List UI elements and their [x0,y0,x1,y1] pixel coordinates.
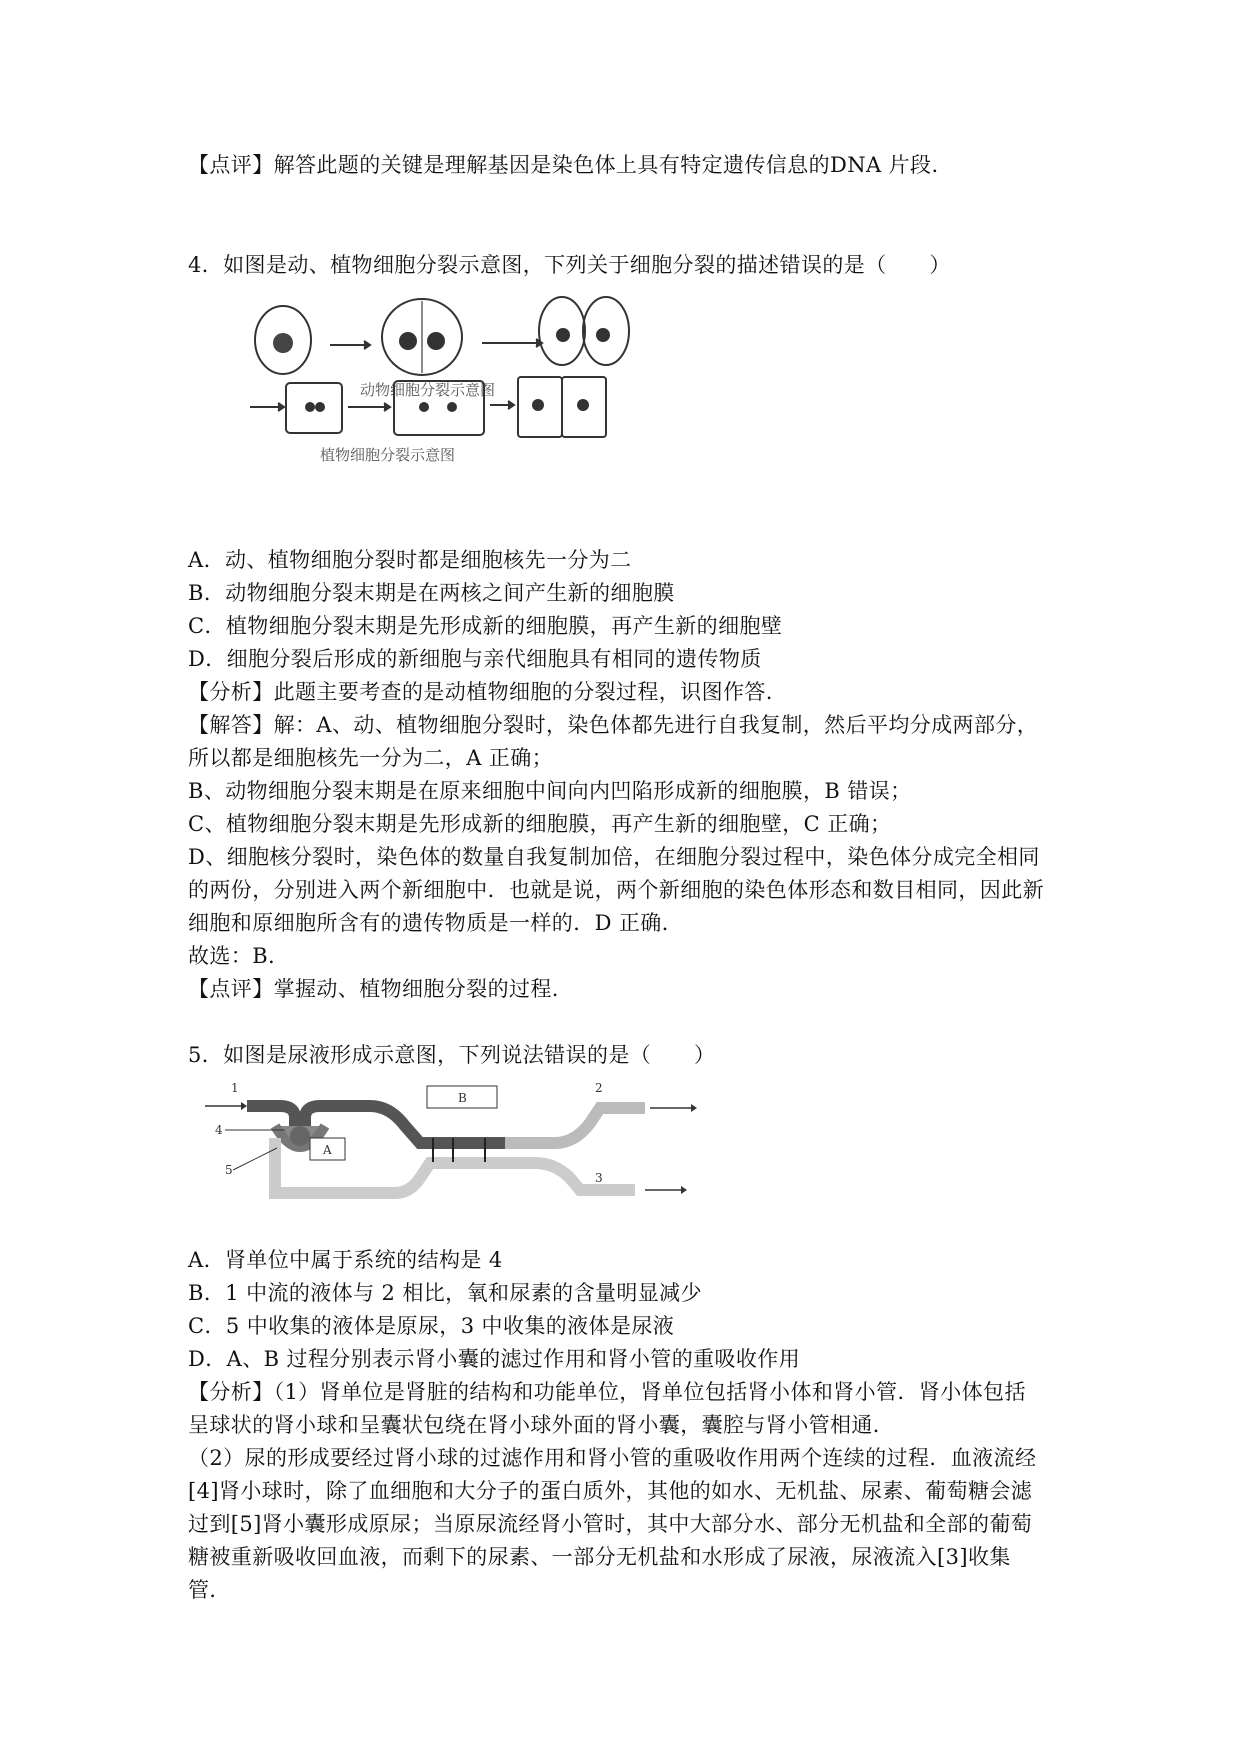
animal-cell-division-diagram [255,297,629,375]
q5-analysis-line: （2）尿的形成要经过肾小球的过滤作用和肾小管的重吸收作用两个连续的过程．血液流经 [188,1446,1037,1470]
q4-option-d: D．细胞分裂后形成的新细胞与亲代细胞具有相同的遗传物质 [188,647,762,671]
label-4: 4 [215,1123,223,1137]
q5-analysis-line: 呈球状的肾小球和呈囊状包绕在肾小球外面的肾小囊，囊腔与肾小管相通． [188,1413,895,1437]
animal-caption: 动物细胞分裂示意图 [360,381,496,399]
plant-caption: 植物细胞分裂示意图 [320,446,456,464]
q4-analysis: 【分析】此题主要考查的是动植物细胞的分裂过程，识图作答. [188,680,773,704]
q5-option-c: C．5 中收集的液体是原尿，3 中收集的液体是尿液 [188,1314,675,1338]
q4-option-a: A．动、植物细胞分裂时都是细胞核先一分为二 [188,548,632,572]
q4-solution-line: 【解答】解：A、动、植物细胞分裂时，染色体都先进行自我复制，然后平均分成两部分， [188,713,1039,737]
q4-comment: 【点评】掌握动、植物细胞分裂的过程. [188,977,559,1001]
q4-stem: 4．如图是动、植物细胞分裂示意图，下列关于细胞分裂的描述错误的是（ ） [188,253,951,277]
q4-answer: 故选：B. [188,944,276,968]
urine-formation-figure [205,1078,745,1218]
label-3: 3 [595,1171,603,1185]
q5-option-d: D．A、B 过程分别表示肾小囊的滤过作用和肾小管的重吸收作用 [188,1347,801,1371]
label-5: 5 [225,1163,233,1177]
q5-analysis-line: [4]肾小球时，除了血细胞和大分子的蛋白质外，其他的如水、无机盐、尿素、葡萄糖会滤 [188,1479,1033,1503]
q4-solution-line: 的两份，分别进入两个新细胞中．也就是说，两个新细胞的染色体形态和数目相同，因此新 [188,878,1044,902]
q4-solution-line: 细胞和原细胞所含有的遗传物质是一样的．D 正确． [188,911,684,935]
q3-comment: 【点评】解答此题的关键是理解基因是染色体上具有特定遗传信息的DNA 片段. [188,153,939,177]
q4-solution-line: B、动物细胞分裂末期是在原来细胞中间向内凹陷形成新的细胞膜，B 错误； [188,779,912,803]
q5-analysis-line: 【分析】（1）肾单位是肾脏的结构和功能单位，肾单位包括肾小体和肾小管．肾小体包括 [188,1380,1026,1404]
q4-option-b: B．动物细胞分裂末期是在两核之间产生新的细胞膜 [188,581,675,605]
q5-stem: 5．如图是尿液形成示意图，下列说法错误的是（ ） [188,1043,716,1067]
q5-option-a: A．肾单位中属于系统的结构是 4 [188,1248,503,1272]
q4-solution-line: C、植物细胞分裂末期是先形成新的细胞膜，再产生新的细胞壁，C 正确； [188,812,892,836]
q5-analysis-line: 管． [188,1578,231,1602]
q5-analysis-line: 糖被重新吸收回血液，而剩下的尿素、一部分无机盐和水形成了尿液，尿液流入[3]收集 [188,1545,1011,1569]
label-b: B [458,1091,467,1105]
label-a: A [323,1143,332,1157]
label-2: 2 [595,1081,603,1095]
q5-analysis-line: 过到[5]肾小囊形成原尿；当原尿流经肾小管时，其中大部分水、部分无机盐和全部的葡萄 [188,1512,1033,1536]
label-1: 1 [231,1081,239,1095]
q4-solution-line: 所以都是细胞核先一分为二，A 正确； [188,746,554,770]
cell-division-figure [250,285,690,525]
q4-option-c: C．植物细胞分裂末期是先形成新的细胞膜，再产生新的细胞壁 [188,614,783,638]
q5-option-b: B．1 中流的液体与 2 相比，氧和尿素的含量明显减少 [188,1281,702,1305]
q4-solution-line: D、细胞核分裂时，染色体的数量自我复制加倍，在细胞分裂过程中，染色体分成完全相同 [188,845,1040,869]
